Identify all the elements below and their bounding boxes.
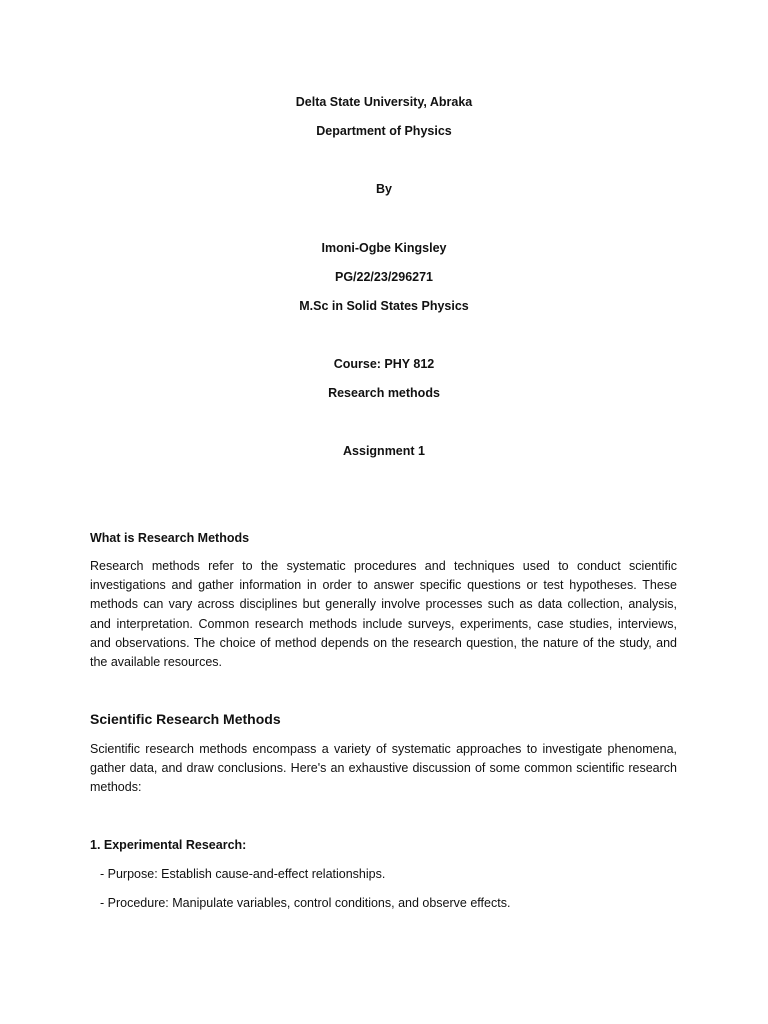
section-heading-research-methods: What is Research Methods bbox=[90, 531, 250, 545]
registration-number: PG/22/23/296271 bbox=[335, 270, 433, 284]
university-name: Delta State University, Abraka bbox=[295, 95, 473, 109]
section-body-scientific-research-methods: Scientific research methods encompass a variety of systematic approaches to investigate phenomena, gather data, and draw conclusions. Here's an exhaustive discussion of some common scientific research methods: bbox=[90, 742, 677, 795]
author-name: Imoni-Ogbe Kingsley bbox=[321, 241, 447, 255]
section-heading-scientific-research-methods: Scientific Research Methods bbox=[90, 711, 281, 727]
by-label: By bbox=[376, 182, 392, 196]
assignment-label: Assignment 1 bbox=[343, 444, 425, 458]
department-name: Department of Physics bbox=[316, 124, 452, 138]
section-body-research-methods: Research methods refer to the systematic procedures and techniques used to conduct scientific investigations and gather information in order to answer specific questions or test hypotheses. These methods can vary across disciplines but generally involve processes such as data collection, analysis, and interpretation. Common research methods include surveys, experiments, case studies, interviews, and observations. The choice of method depends on the research question, the nature of the study, and the available resources. bbox=[90, 559, 677, 670]
list-item: - Procedure: Manipulate variables, control conditions, and observe effects. bbox=[100, 896, 511, 910]
course-title: Research methods bbox=[328, 386, 440, 400]
course-code: Course: PHY 812 bbox=[333, 357, 435, 371]
subsection-heading-experimental-research: 1. Experimental Research: bbox=[90, 838, 247, 852]
list-item: - Purpose: Establish cause-and-effect relationships. bbox=[100, 867, 386, 881]
programme: M.Sc in Solid States Physics bbox=[299, 299, 469, 313]
